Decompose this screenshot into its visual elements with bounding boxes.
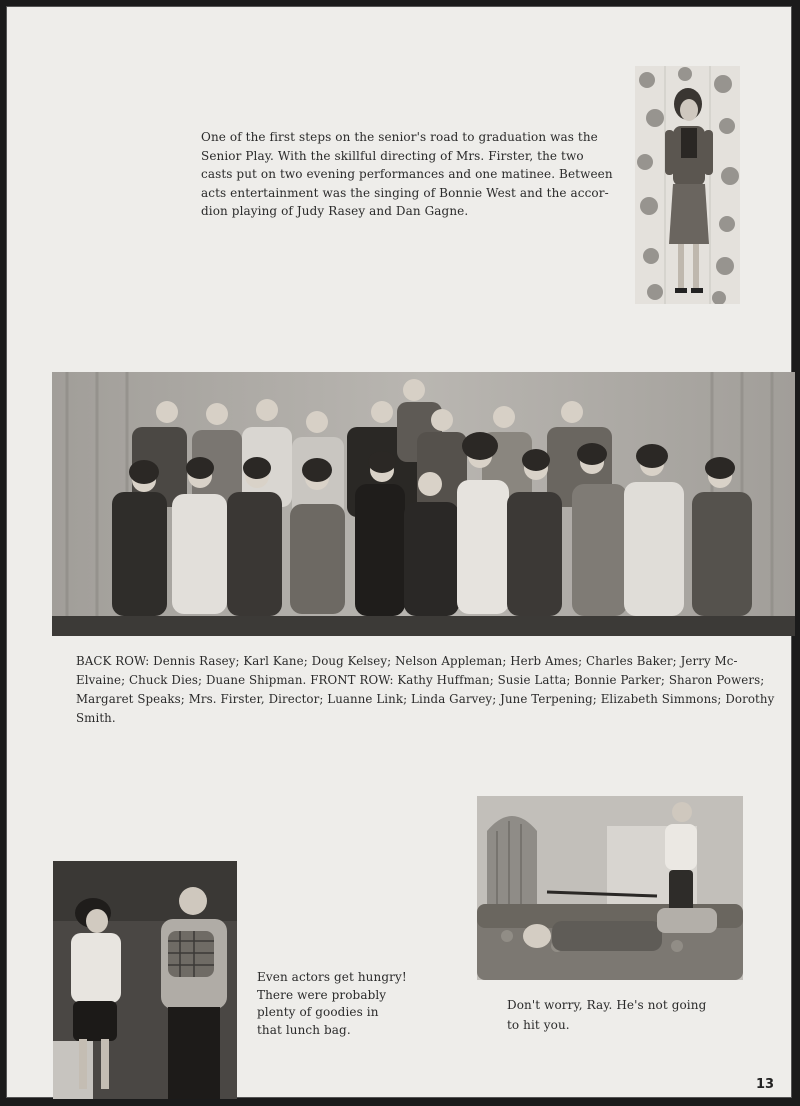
intro-line: casts put on two evening performances and one matinee. Between: [201, 167, 613, 181]
singer-photo: [635, 66, 740, 304]
intro-line: dion playing of Judy Rasey and Dan Gagne.: [201, 204, 469, 218]
yearbook-page: [6, 6, 792, 1098]
intro-line: acts entertainment was the singing of Bonnie West and the accor-: [201, 185, 609, 200]
caption-line: Elvaine; Chuck Dies; Duane Shipman. FRONT ROW: Kathy Huffman; Susie Latta; Bonnie Parker; Sharon Powers;: [76, 673, 765, 687]
couch-caption: [507, 995, 747, 1035]
couch-scene-photo: [477, 796, 743, 980]
caption-line: to hit you.: [507, 1018, 570, 1032]
intro-line: One of the first steps on the senior's road to graduation was the: [201, 130, 598, 144]
page-number: 13: [756, 1077, 775, 1092]
cast-group-photo: [52, 372, 795, 636]
caption-line: There were probably: [257, 987, 387, 1002]
lunch-caption: [257, 969, 427, 1039]
caption-line: Margaret Speaks; Mrs. Firster, Director; Luanne Link; Linda Garvey; June Terpening; Elizabeth Simmons; Dorothy: [76, 692, 775, 706]
cast-caption: [76, 652, 788, 728]
caption-line: Smith.: [76, 711, 116, 725]
caption-line: that lunch bag.: [257, 1022, 351, 1037]
intro-paragraph: [201, 128, 631, 221]
caption-line: plenty of goodies in: [257, 1005, 379, 1019]
caption-line: Even actors get hungry!: [257, 970, 407, 984]
lunch-bag-photo: [53, 861, 237, 1099]
caption-line: BACK ROW: Dennis Rasey; Karl Kane; Doug Kelsey; Nelson Appleman; Herb Ames; Charles Baker; Jerry Mc-: [76, 654, 738, 668]
caption-line: Don't worry, Ray. He's not going: [507, 998, 707, 1012]
intro-line: Senior Play. With the skillful directing of Mrs. Firster, the two: [201, 148, 584, 163]
